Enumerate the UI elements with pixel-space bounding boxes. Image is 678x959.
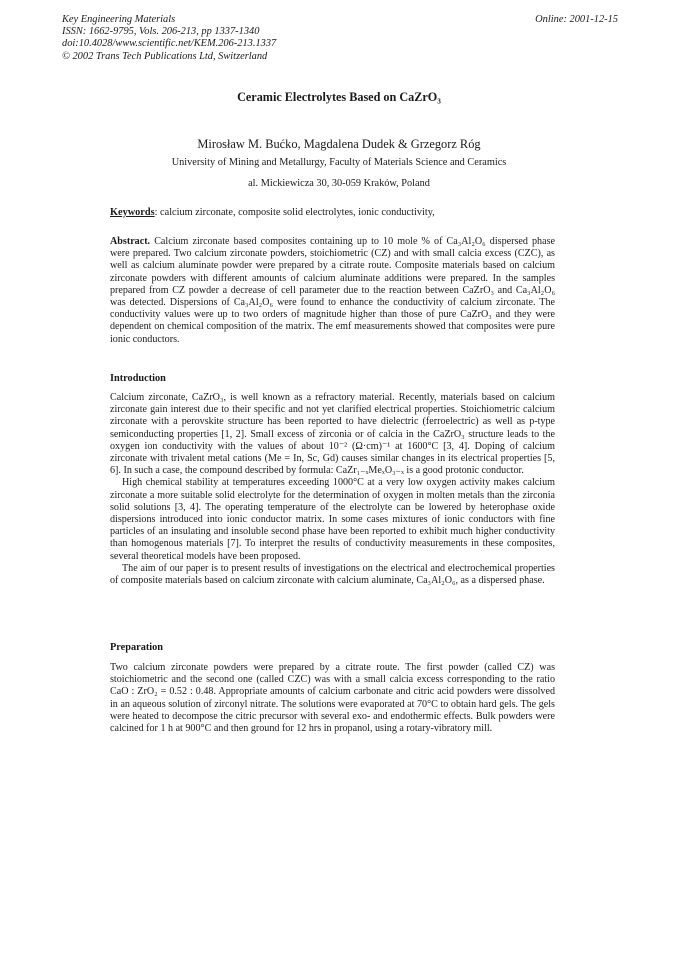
authors: Mirosław M. Bućko, Magdalena Dudek & Grzegorz Róg <box>197 137 481 151</box>
introduction-paragraph-2: High chemical stability at temperatures exceeding 1000°C at a very low oxygen activity makes calcium zirconate a more suitable solid electrolyte for the determination of oxygen in molten metals than the zirconia solid solutions [3, 4]. The operating temperature of the electrolyte can be lowered by heterophase oxide dispersions introduced into ionic conductor matrix. In some cases mixtures of ionic conductors with fine particles of an insulating and insoluble second phase have been reported to exhibit much higher conductivity than homogenous materials [7]. To interpret the results of conductivity measurements in these composites, several theoretical models have been proposed. <box>110 477 555 562</box>
abstract-label: Abstract. <box>110 236 151 247</box>
keywords-text: : calcium zirconate, composite solid electrolytes, ionic conductivity, <box>154 207 435 218</box>
affiliation-address: al. Mickiewicza 30, 30-059 Kraków, Poland <box>248 178 430 189</box>
online-date: Online: 2001-12-15 <box>535 14 618 25</box>
keywords-label: Keywords <box>110 207 155 218</box>
introduction-body <box>110 392 555 587</box>
copyright-line: © 2002 Trans Tech Publications Ltd, Switzerland <box>62 50 268 62</box>
keywords <box>110 207 435 218</box>
paper-title: Ceramic Electrolytes Based on CaZrO₃ <box>237 90 441 104</box>
abstract <box>110 236 555 346</box>
introduction-heading: Introduction <box>110 373 166 384</box>
issn-line: ISSN: 1662-9795, Vols. 206-213, pp 1337-1340 <box>62 26 260 38</box>
journal-name: Key Engineering Materials <box>62 14 176 25</box>
doi-line: doi:10.4028/www.scientific.net/KEM.206-213.1337 <box>62 38 277 50</box>
abstract-text: Calcium zirconate based composites containing up to 10 mole % of Ca₃Al₂O₆ dispersed phase were prepared. Two calcium zirconate powders, stoichiometric (CZ) and with small calcia excess (CZC), as well as calcium aluminate powder were prepared by a citrate route. Composite materials based on calcium zirconate powders with different amounts of calcium aluminate additions were prepared. In the samples prepared from CZ powder a decrease of cell parameter due to the reaction between CaZrO₃ and Ca₃Al₂O₆ was detected. Dispersions of Ca₃Al₂O₆ were found to enhance the conductivity of calcium zirconate. The conductivity values were up to two orders of magnitude higher than those of pure CaZrO₃ and they were dependent on chemical composition of the matrix. The emf measurements showed that composites were pure ionic conductors. <box>110 236 555 345</box>
journal-header <box>62 14 618 63</box>
preparation-heading: Preparation <box>110 642 164 653</box>
introduction-paragraph-3: The aim of our paper is to present results of investigations on the electrical and electrochemical properties of composite materials based on calcium zirconate with calcium aluminate, Ca₃Al₂O₆, as a dispersed phase. <box>110 562 555 587</box>
preparation-paragraph-1: Two calcium zirconate powders were prepared by a citrate route. The first powder (called CZ) was stoichiometric and the second one (called CZC) was with a small calcia excess corresponding to the ratio CaO : ZrO₂ = 0.52 : 0.48. Appropriate amounts of calcium carbonate and citric acid powders were dissolved in an aqueous solution of zirconyl nitrate. The solutions were evaporated at 70°C to obtain hard gels. The gels were heated to decompose the citric precursor with several exo- and endothermic effects. Bulk powders were calcined for 1 h at 900°C and then ground for 12 hrs in propanol, using a rotary-vibratory mill. <box>110 662 555 735</box>
introduction-paragraph-1: Calcium zirconate, CaZrO₃, is well known as a refractory material. Recently, materials based on calcium zirconate gain interest due to their specific and not yet clarified electrical properties. Stoichiometric calcium zirconate with a perovskite structure has been reported to have dielectric (ferroelectric) as well as p-type semiconducting properties [1, 2]. Small excess of zirconia or of calcia in the CaZrO₃ structure leads to the oxygen ion conductivity with the values of about 10⁻² (Ω·cm)⁻¹ at 1600°C [3, 4]. Doping of calcium zirconate with trivalent metal cations (Me = In, Sc, Gd) causes similar changes in its electrical properties [5, 6]. In such a case, the compound described by formula: CaZr₁₋ₓMeₓO₃₋ₓ is a good protonic conductor. <box>110 392 555 477</box>
preparation-body <box>110 662 555 735</box>
affiliation-institution: University of Mining and Metallurgy, Faculty of Materials Science and Ceramics <box>171 157 507 168</box>
